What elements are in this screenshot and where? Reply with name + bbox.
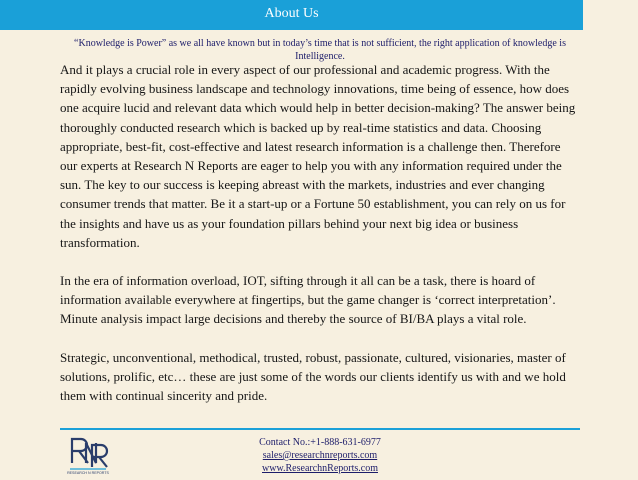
paragraph-2: In the era of information overload, IOT, sifting through it all can be a task, there is hoard of information available everywhere at fingertips, but the game changer is ‘correct interpretation’. Minute analysis impact large decisions and thereby the source of BI/BA plays a vital role.: [60, 273, 556, 327]
header-gap: [583, 0, 638, 30]
research-n-reports-logo: [66, 433, 110, 475]
intro-quote: “Knowledge is Power” as we all have known but in today’s time that is not sufficient, the right application of knowledge is Intelligence.: [74, 38, 566, 62]
body-text: [60, 60, 580, 424]
contact-phone: Contact No.:+1-888-631-6977: [259, 437, 381, 448]
paragraph-3: Strategic, unconventional, methodical, trusted, robust, passionate, cultured, visionaries, master of solutions, prolific, etc… these are just some of the words our clients identify us with and we hold them with continual sincerity and pride.: [60, 349, 566, 404]
svg-text:RESEARCH N REPORTS: RESEARCH N REPORTS: [67, 471, 109, 475]
page-title: About Us: [264, 6, 319, 21]
website-link[interactable]: www.ResearchnReports.com: [262, 463, 378, 474]
contact-block: [240, 436, 400, 475]
paragraph-1: And it plays a crucial role in every aspect of our professional and academic progress. With the rapidly evolving business landscape and technology innovations, time being of essence, how does one acquire lucid and relevant data which would help in better decision-making? The answer being thoroughly conducted research which is backed up by real-time statistics and data. Choosing appropriate, best-fit, cost-effective and latest research information is a challenge then. Therefore our experts at Research N Reports are eager to help you with any information required under the sun. The key to our success is keeping abreast with the markets, industries and ever changing consumer trends that matter. Be it a start-up or a Fortune 50 establishment, you can rely on us for the insights and have us as your foundation pillars behind your next big idea or business transformation.: [60, 62, 576, 250]
contact-email-link[interactable]: sales@researchnreports.com: [262, 450, 378, 461]
footer-divider: [60, 428, 580, 430]
header-bar: [0, 0, 583, 30]
